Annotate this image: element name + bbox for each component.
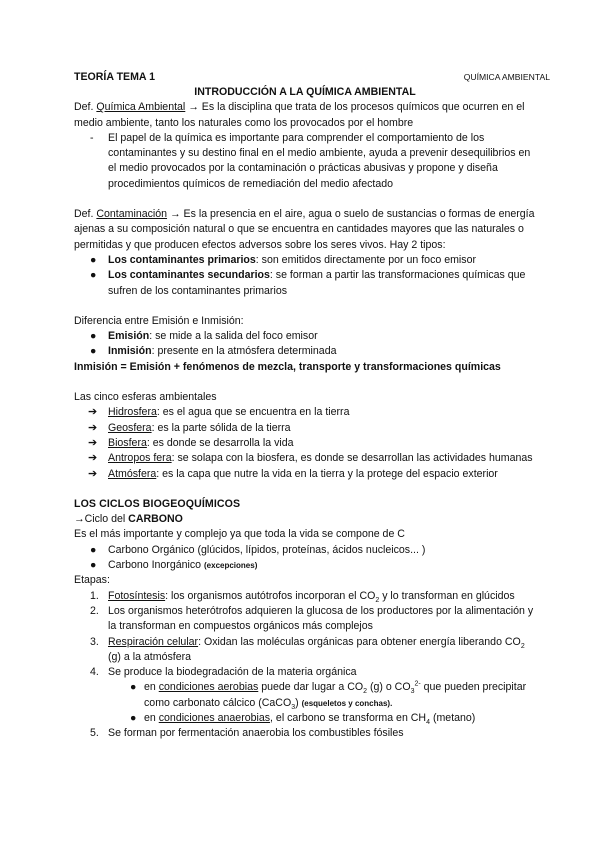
sub-note: (esqueletos y conchas). xyxy=(301,698,393,708)
list-item xyxy=(74,329,536,344)
esferas-intro: Las cinco esferas ambientales xyxy=(74,391,217,404)
item-term: Biosfera xyxy=(108,436,147,449)
inmision-formula: Inmisión = Emisión + fenómenos de mezcla, transporte y transformaciones químicas xyxy=(74,360,501,373)
sub-text: ) xyxy=(295,696,302,709)
list-item xyxy=(74,405,536,420)
arrow-icon: ➔ xyxy=(88,436,98,449)
item-term: Hidrosfera xyxy=(108,406,157,419)
page-title: INTRODUCCIÓN A LA QUÍMICA AMBIENTAL xyxy=(194,86,416,98)
def-arrow: → xyxy=(185,101,202,114)
subscript: 3 xyxy=(291,703,296,711)
item-text: : es donde se desarrolla la vida xyxy=(146,436,294,449)
item-term: Atmósfera xyxy=(108,467,157,480)
subscript: 2 xyxy=(375,596,380,604)
subscript: 3 xyxy=(410,688,415,696)
header-left: TEORÍA TEMA 1 xyxy=(74,71,156,83)
list-item xyxy=(74,467,536,482)
subtitle-term: CARBONO xyxy=(128,513,183,526)
step-item xyxy=(74,665,536,680)
sub-text: que pueden precipitar como carbonato cálcico (CaCO xyxy=(144,681,527,709)
step-text: (g) a la atmósfera xyxy=(108,650,192,663)
list-item xyxy=(74,253,536,268)
bullet-icon: ● xyxy=(130,681,137,694)
sub-text: puede dar lugar a CO xyxy=(258,681,364,694)
step-text: : Oxidan las moléculas orgánicas para obtener energía liberando CO xyxy=(198,635,521,648)
subtitle-prefix: →Ciclo del xyxy=(74,513,129,526)
def-text: Es la presencia en el aire, agua o suelo de sustancias o formas de energía ajenas a su composición natural o que se encuentra en cantidades mayores que las naturales o permitidas y que producen efectos adversos sobre los seres vivos. Hay 2 tipos: xyxy=(74,208,535,251)
def-text: Es la disciplina que trata de los procesos químicos que ocurren en el medio ambiente, tanto los naturales como los provocados por el hombre xyxy=(74,101,525,129)
item-text: : es la parte sólida de la tierra xyxy=(151,421,291,434)
step-text: Se forman por fermentación anaerobia los combustibles fósiles xyxy=(108,727,404,740)
definition-contaminacion xyxy=(74,207,536,253)
subscript: 2 xyxy=(520,642,525,650)
bullet-icon: ● xyxy=(90,543,97,556)
item-term: Antropos fera xyxy=(108,452,172,465)
sub-term: condiciones aerobias xyxy=(158,681,259,694)
arrow-icon: ➔ xyxy=(88,406,98,419)
subsection-title xyxy=(74,512,536,527)
item-term: Inmisión xyxy=(108,345,152,358)
item-text: : es el agua que se encuentra en la tierra xyxy=(156,406,350,419)
step-item xyxy=(74,604,536,635)
item-term: Geosfera xyxy=(108,421,152,434)
header-right: QUÍMICA AMBIENTAL xyxy=(463,72,550,82)
step-number: 1. xyxy=(90,589,99,602)
item-text: Carbono Inorgánico xyxy=(108,559,204,572)
list-item xyxy=(74,543,536,558)
arrow-icon: ➔ xyxy=(88,421,98,434)
sub-item xyxy=(74,711,536,726)
def-prefix: Def. xyxy=(74,208,97,221)
item-text: : se forman a partir las transformaciones químicas que sufren de los contaminantes primarios xyxy=(108,269,526,297)
definition-quimica-ambiental xyxy=(74,100,536,131)
emision-intro: Diferencia entre Emisión e Inmisión: xyxy=(74,314,244,327)
step-term: Fotosíntesis xyxy=(108,589,166,602)
bullet-icon: ● xyxy=(90,269,97,282)
section-title: LOS CICLOS BIOGEOQUÍMICOS xyxy=(74,497,241,510)
step-number: 5. xyxy=(90,727,99,740)
step-item xyxy=(74,635,536,666)
ciclo-intro: Es el más importante y complejo ya que toda la vida se compone de C xyxy=(74,528,405,541)
item-text: Carbono Orgánico (glúcidos, lípidos, proteínas, ácidos nucleicos... ) xyxy=(108,543,426,556)
list-item xyxy=(74,421,536,436)
bullet-icon: ● xyxy=(90,559,97,572)
step-item xyxy=(74,726,536,741)
item-text: : son emitidos directamente por un foco emisor xyxy=(255,253,476,266)
item-text: : es la capa que nutre la vida en la tierra y la protege del espacio exterior xyxy=(156,467,498,480)
list-item xyxy=(74,558,536,573)
item-text: : se mide a la salida del foco emisor xyxy=(149,330,318,343)
header xyxy=(74,70,550,85)
bullet-icon: ● xyxy=(90,345,97,358)
item-term: Emisión xyxy=(108,330,150,343)
list-item xyxy=(74,436,536,451)
step-text: y lo transforman en glúcidos xyxy=(379,589,515,602)
sub-text: (metano) xyxy=(430,711,476,724)
step-text: Se produce la biodegradación de la materia orgánica xyxy=(108,666,357,679)
sub-text: en xyxy=(144,681,159,694)
subscript: 2 xyxy=(363,688,367,696)
def-arrow: → xyxy=(167,208,184,221)
sub-term: condiciones anaerobias xyxy=(158,711,271,724)
def-term: Química Ambiental xyxy=(96,101,186,114)
subscript: 4 xyxy=(426,719,430,727)
bullet-icon: ● xyxy=(90,253,97,266)
item-text: : se solapa con la biosfera, es donde se desarrollan las actividades humanas xyxy=(171,452,533,465)
item-note: (excepciones) xyxy=(204,561,258,571)
step-number: 3. xyxy=(90,635,99,648)
step-term: Respiración celular xyxy=(108,635,199,648)
item-term: Los contaminantes secundarios xyxy=(108,269,270,282)
sub-text: en xyxy=(144,711,159,724)
def-term: Contaminación xyxy=(96,208,168,221)
step-number: 2. xyxy=(90,604,99,617)
sub-text: , el carbono se transforma en CH xyxy=(270,711,427,724)
list-item xyxy=(74,451,536,466)
document-page xyxy=(74,70,550,742)
superscript: 2- xyxy=(414,680,421,688)
def-prefix: Def. xyxy=(74,101,97,114)
step-text: : los organismos autótrofos incorporan el CO xyxy=(165,589,376,602)
sub-text: (g) o CO xyxy=(367,681,411,694)
bullet-icon: ● xyxy=(90,330,97,343)
dash-marker: - xyxy=(90,131,94,144)
dash-text: El papel de la química es importante para comprender el comportamiento de los contaminantes y su destino final en el medio ambiente, ayuda a prevenir desequilibrios en el medio provocados por la contaminación o prácticas abusivas y propone y diseña procedimientos químicos de remediación del medio afectado xyxy=(108,131,531,190)
step-text: Los organismos heterótrofos adquieren la glucosa de los productores por la alimentación y la transforman en compuestos orgánicos más complejos xyxy=(108,604,534,633)
arrow-icon: ➔ xyxy=(88,452,98,465)
step-number: 4. xyxy=(90,666,99,679)
etapas-label: Etapas: xyxy=(74,574,110,587)
arrow-icon: ➔ xyxy=(88,467,98,480)
item-text: : presente en la atmósfera determinada xyxy=(151,345,337,358)
list-item xyxy=(74,268,536,299)
dash-item xyxy=(74,131,536,192)
sub-item xyxy=(74,680,536,711)
item-term: Los contaminantes primarios xyxy=(108,253,256,266)
list-item xyxy=(74,344,536,359)
bullet-icon: ● xyxy=(130,711,137,724)
step-item xyxy=(74,589,536,604)
